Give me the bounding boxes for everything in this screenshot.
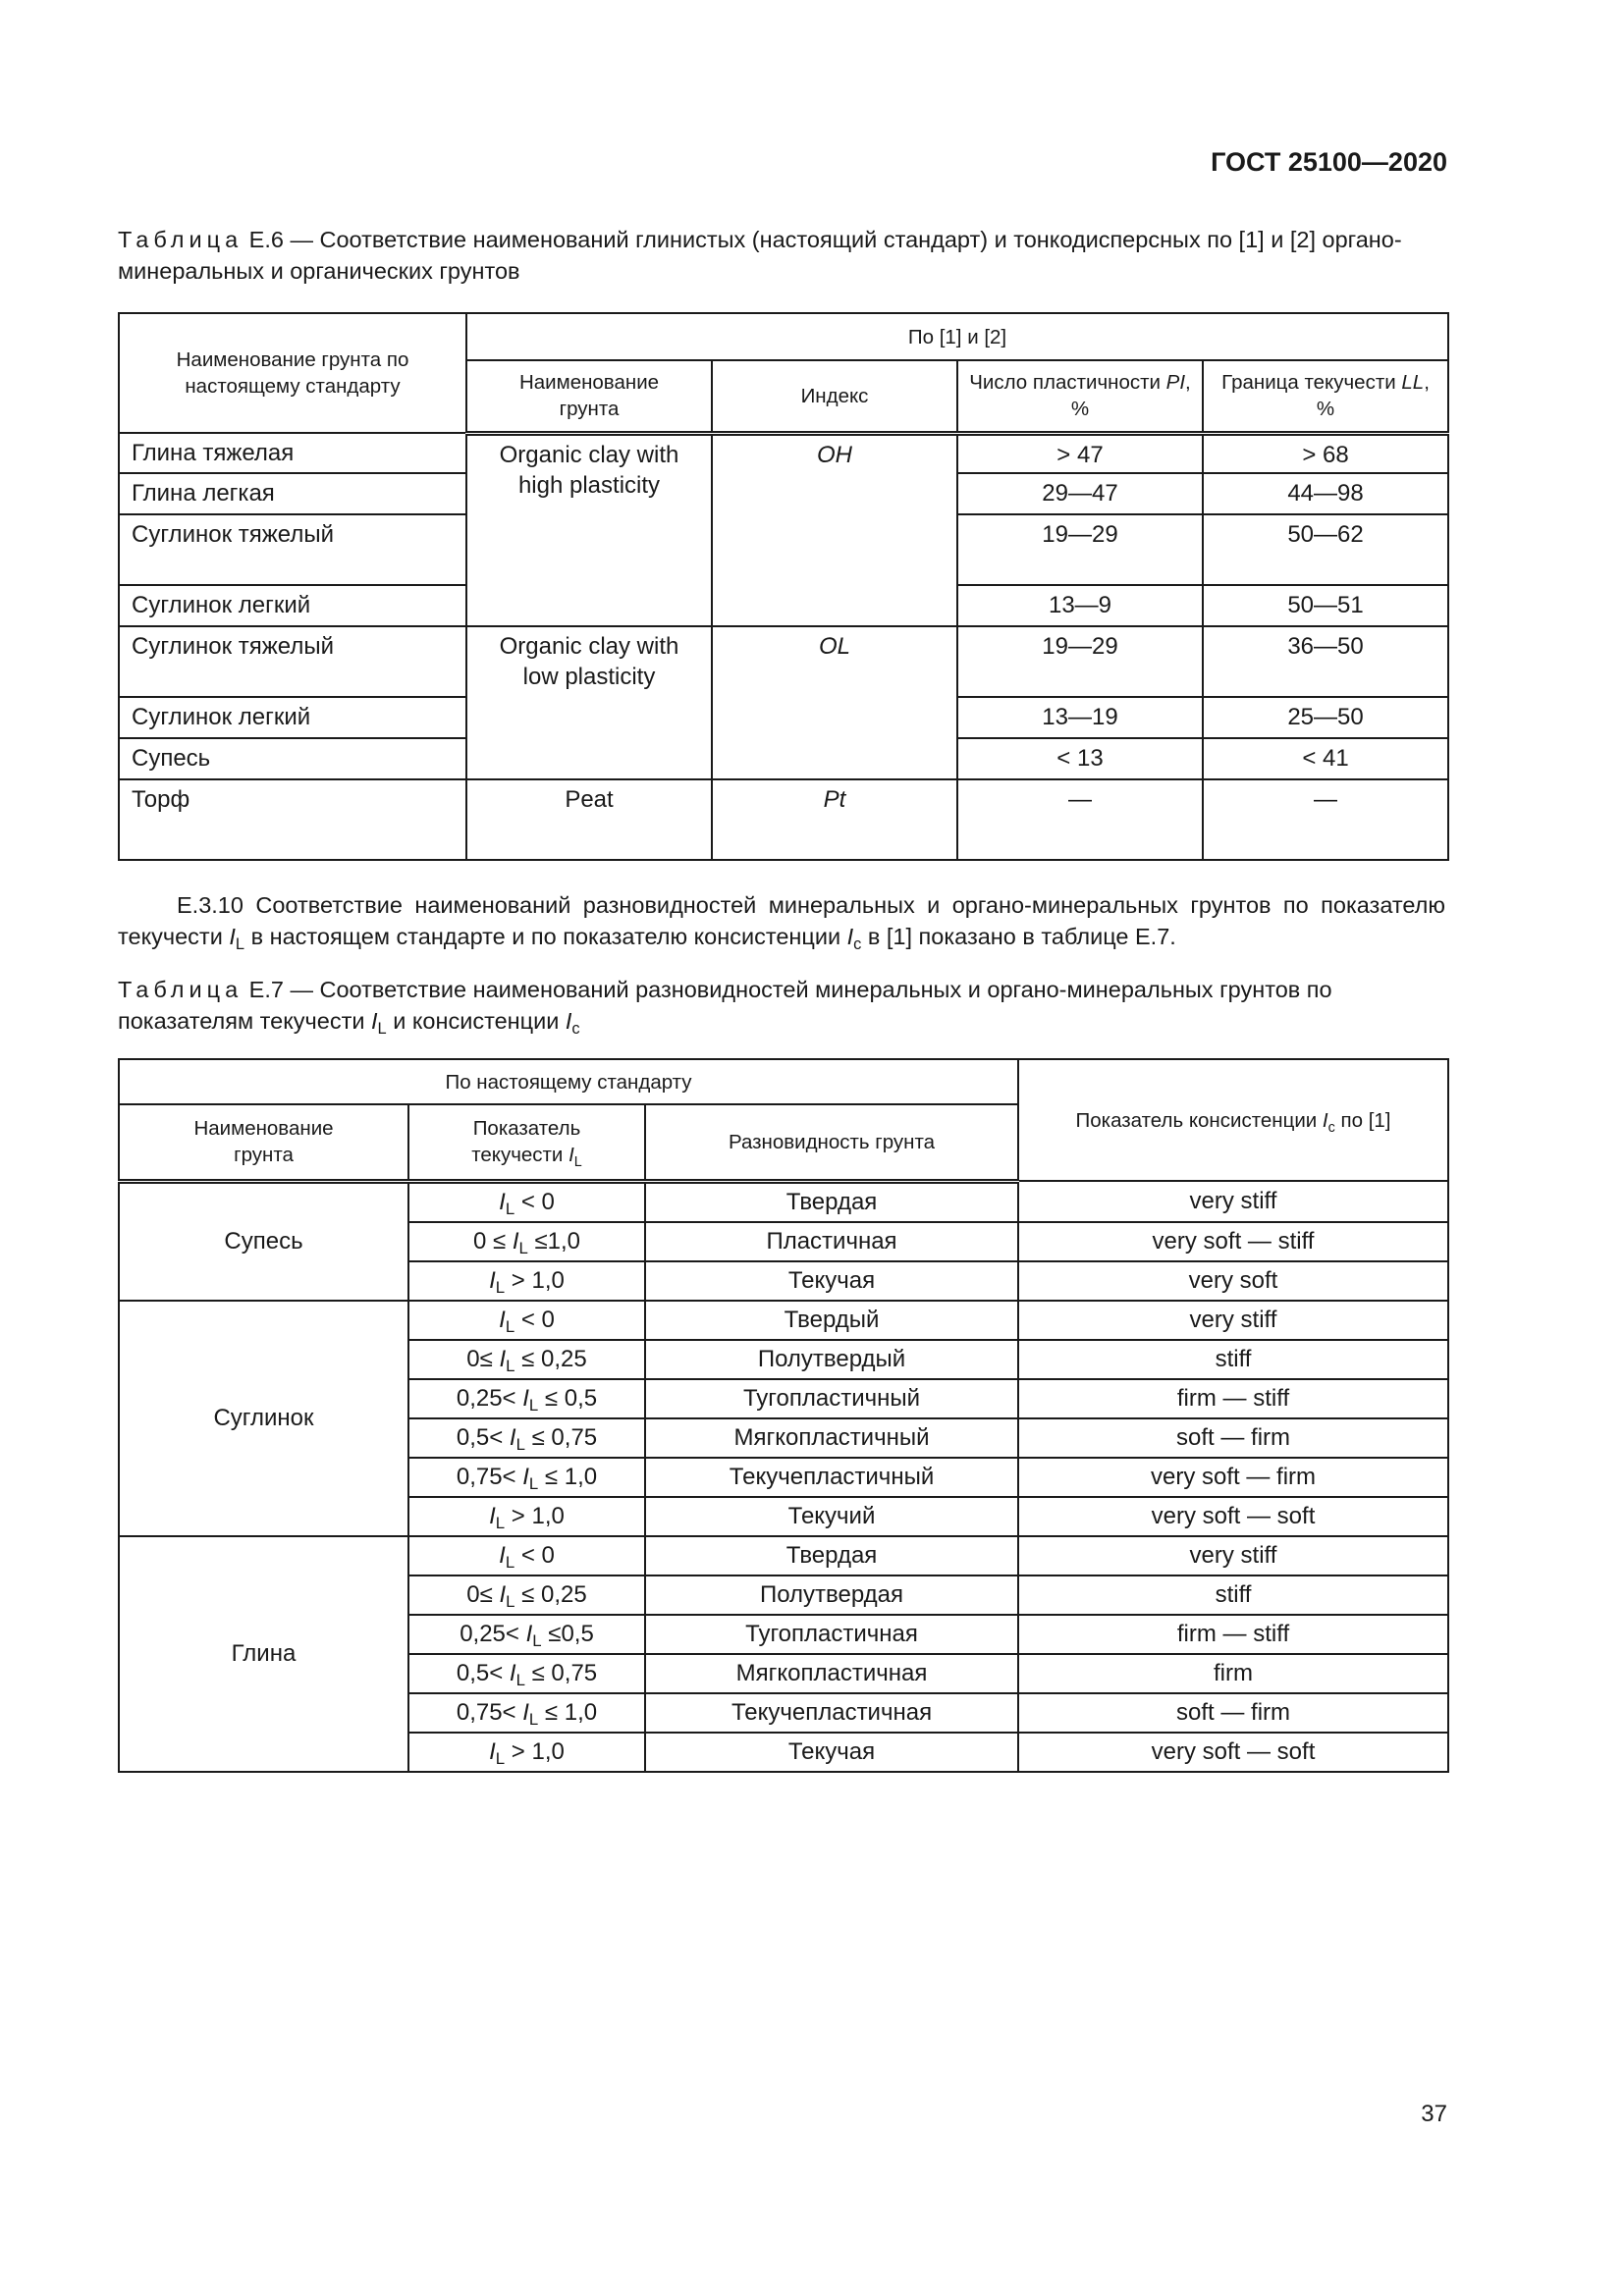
pi-cell: — [957, 779, 1203, 860]
header-soil-name: Наименование грунта [466, 360, 712, 433]
soil-variety-cell: Мягкопластичная [645, 1654, 1018, 1693]
soil-variety-cell: Тугопластичная [645, 1615, 1018, 1654]
pi-cell: 19—29 [957, 514, 1203, 585]
ll-cell: 50—62 [1203, 514, 1448, 585]
soil-variety-cell: Полутвердая [645, 1575, 1018, 1615]
liquidity-index-cell: $0,5< I_L \le 0,75$ [408, 1418, 645, 1458]
table6-caption [118, 224, 1445, 287]
pi-cell: 13—19 [957, 697, 1203, 738]
soil-variety-cell: Текучепластичный [645, 1458, 1018, 1497]
soil-name-cell: Глина тяжелая [119, 433, 466, 473]
page-number: 37 [1421, 2101, 1447, 2127]
table-e6 [118, 312, 1449, 861]
pi-cell: < 13 [957, 738, 1203, 779]
ll-cell: 44—98 [1203, 473, 1448, 514]
table6-caption-text: Е.6 — Соответствие наименований глинистых (настоящий стандарт) и тонкодисперсных по [1] и [2] органо-минеральных и органических грунтов [118, 227, 1402, 284]
table7-caption-label: Таблица [118, 977, 244, 1002]
pi-cell: 19—29 [957, 626, 1203, 697]
consistency-index-cell: soft — firm [1018, 1693, 1448, 1733]
group-name-cell: Organic clay with low plasticity [466, 626, 712, 779]
soil-group-name-cell: Глина [119, 1536, 408, 1772]
table6-caption-label: Таблица [118, 227, 244, 252]
table-e7-body [119, 1181, 1448, 1772]
soil-variety-cell: Текучий [645, 1497, 1018, 1536]
soil-variety-cell: Твердый [645, 1301, 1018, 1340]
liquidity-index-cell: $I_L < 0$ [408, 1181, 645, 1222]
header-group-1-2: По [1] и [2] [466, 313, 1448, 360]
consistency-index-cell: soft — firm [1018, 1418, 1448, 1458]
liquidity-index-cell: $I_L < 0$ [408, 1301, 645, 1340]
liquidity-index-cell: $0\le I_L \le 0,25$ [408, 1575, 645, 1615]
group-index-cell: OL [712, 626, 957, 779]
header-soil-variety: Разновидность грунта [645, 1104, 1018, 1181]
table7-caption: Таблица Е.7 — Соответствие наименований разновидностей минеральных и органо-минеральных грунтов по показателям текучести $I_L$ и консистенции $I_c$ [118, 977, 1332, 1038]
ll-cell: < 41 [1203, 738, 1448, 779]
consistency-index-cell: stiff [1018, 1575, 1448, 1615]
header-consistency-index: Показатель консистенции $I_c$ по [1] [1018, 1059, 1448, 1181]
header-liquid-limit: Граница текучести LL, % [1203, 360, 1448, 433]
soil-group-name-cell: Суглинок [119, 1301, 408, 1536]
header-index: Индекс [712, 360, 957, 433]
header-this-standard: По настоящему стандарту [119, 1059, 1018, 1104]
soil-name-cell: Супесь [119, 738, 466, 779]
consistency-index-cell: very soft — soft [1018, 1733, 1448, 1772]
consistency-index-cell: very soft [1018, 1261, 1448, 1301]
table-row [119, 779, 1448, 860]
soil-name-cell: Суглинок легкий [119, 585, 466, 626]
liquidity-index-cell: $I_L > 1,0$ [408, 1733, 645, 1772]
table-e7 [118, 1058, 1449, 1773]
group-name-cell: Peat [466, 779, 712, 860]
consistency-index-cell: firm — stiff [1018, 1615, 1448, 1654]
soil-name-cell: Торф [119, 779, 466, 860]
consistency-index-cell: very stiff [1018, 1536, 1448, 1575]
ll-cell: 50—51 [1203, 585, 1448, 626]
liquidity-index-cell: $0 \le I_L \le 1,0$ [408, 1222, 645, 1261]
table-row [119, 1536, 1448, 1575]
pi-cell: 29—47 [957, 473, 1203, 514]
liquidity-index-cell: $0,75< I_L \le 1,0$ [408, 1458, 645, 1497]
liquidity-index-cell: $0,25< I_L \le 0,5$ [408, 1615, 645, 1654]
liquidity-index-cell: $I_L > 1,0$ [408, 1261, 645, 1301]
liquidity-index-cell: $I_L > 1,0$ [408, 1497, 645, 1536]
ll-cell: — [1203, 779, 1448, 860]
table-row [119, 1301, 1448, 1340]
soil-name-cell: Суглинок тяжелый [119, 626, 466, 697]
soil-variety-cell: Текучепластичная [645, 1693, 1018, 1733]
soil-variety-cell: Твердая [645, 1181, 1018, 1222]
soil-variety-cell: Пластичная [645, 1222, 1018, 1261]
pi-cell: > 47 [957, 433, 1203, 473]
group-name-cell: Organic clay with high plasticity [466, 433, 712, 626]
soil-variety-cell: Тугопластичный [645, 1379, 1018, 1418]
consistency-index-cell: very stiff [1018, 1301, 1448, 1340]
pi-cell: 13—9 [957, 585, 1203, 626]
soil-name-cell: Глина легкая [119, 473, 466, 514]
soil-variety-cell: Полутвердый [645, 1340, 1018, 1379]
soil-name-cell: Суглинок легкий [119, 697, 466, 738]
soil-variety-cell: Текучая [645, 1733, 1018, 1772]
liquidity-index-cell: $0,75< I_L \le 1,0$ [408, 1693, 645, 1733]
ll-cell: > 68 [1203, 433, 1448, 473]
consistency-index-cell: very soft — soft [1018, 1497, 1448, 1536]
soil-group-name-cell: Супесь [119, 1181, 408, 1301]
soil-variety-cell: Мягкопластичный [645, 1418, 1018, 1458]
ll-cell: 36—50 [1203, 626, 1448, 697]
consistency-index-cell: stiff [1018, 1340, 1448, 1379]
liquidity-index-cell: $I_L < 0$ [408, 1536, 645, 1575]
consistency-index-cell: firm [1018, 1654, 1448, 1693]
consistency-index-cell: firm — stiff [1018, 1379, 1448, 1418]
liquidity-index-cell: $0,5< I_L \le 0,75$ [408, 1654, 645, 1693]
paragraph-e3-10: Е.3.10 Соответствие наименований разновидностей минеральных и органо-минеральных грунтов по показателю текучести $I_L$ в настоящем стандарте и по показателю консистенции $I_c$ в [1] показано в таблице Е.7. [118, 892, 1445, 953]
soil-variety-cell: Текучая [645, 1261, 1018, 1301]
consistency-index-cell: very soft — firm [1018, 1458, 1448, 1497]
consistency-index-cell: very soft — stiff [1018, 1222, 1448, 1261]
table-row [119, 433, 1448, 473]
header-plasticity-index: Число пластичности PI, % [957, 360, 1203, 433]
header-liquidity-index: Показатель текучести $I_L$ [408, 1104, 645, 1181]
liquidity-index-cell: $0,25< I_L \le 0,5$ [408, 1379, 645, 1418]
group-index-cell: OH [712, 433, 957, 626]
ll-cell: 25—50 [1203, 697, 1448, 738]
header-soil-name-standard: Наименование грунта по настоящему стандарту [119, 313, 466, 433]
liquidity-index-cell: $0\le I_L \le 0,25$ [408, 1340, 645, 1379]
table-row [119, 626, 1448, 697]
soil-name-cell: Суглинок тяжелый [119, 514, 466, 585]
group-index-cell: Pt [712, 779, 957, 860]
document-id: ГОСТ 25100—2020 [1211, 147, 1447, 177]
soil-variety-cell: Твердая [645, 1536, 1018, 1575]
table-row [119, 1181, 1448, 1222]
consistency-index-cell: very stiff [1018, 1181, 1448, 1222]
header-soil-name: Наименование грунта [119, 1104, 408, 1181]
